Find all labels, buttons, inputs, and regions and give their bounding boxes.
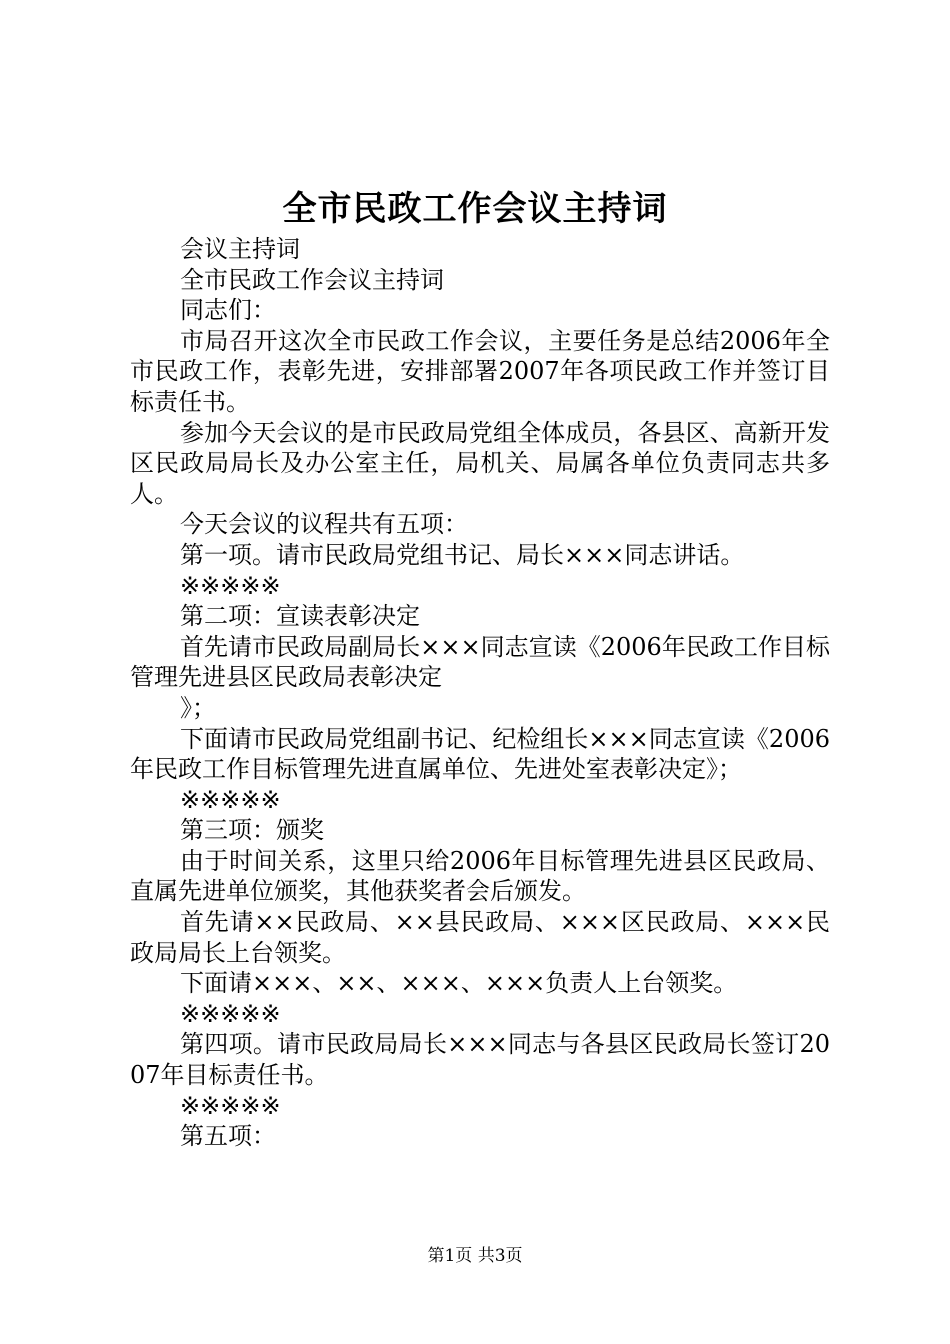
paragraph: 首先请××民政局、××县民政局、×××区民政局、×××民政局局长上台领奖。 xyxy=(130,908,830,967)
paragraph: 全市民政工作会议主持词 xyxy=(180,265,444,294)
page-number-footer: 第1页 共3页 xyxy=(427,1246,523,1266)
separator-marks: ※※※※※ xyxy=(180,571,281,600)
paragraph: 》； xyxy=(180,693,216,722)
paragraph: 第二项：宣读表彰决定 xyxy=(180,602,420,631)
paragraph: 参加今天会议的是市民政局党组全体成员，各县区、高新开发区民政局局长及办公室主任，局机关、局属各单位负责同志共多人。 xyxy=(130,418,830,508)
separator-marks: ※※※※※ xyxy=(180,1091,281,1120)
document-body xyxy=(130,234,830,1152)
separator-marks: ※※※※※ xyxy=(180,999,281,1028)
paragraph: 首先请市民政局副局长×××同志宣读《2006年民政工作目标管理先进县区民政局表彰决定 xyxy=(130,632,830,692)
paragraph: 第四项。请市民政局局长×××同志与各县区民政局长签订2007年目标责任书。 xyxy=(130,1030,830,1090)
paragraph: 第一项。请市民政局党组书记、局长×××同志讲话。 xyxy=(180,540,745,569)
paragraph: 下面请市民政局党组副书记、纪检组长×××同志宣读《2006年民政工作目标管理先进直属单位、先进处室表彰决定》； xyxy=(130,724,830,784)
paragraph: 第三项：颁奖 xyxy=(180,816,324,845)
paragraph: 市局召开这次全市民政工作会议，主要任务是总结2006年全市民政工作，表彰先进，安排部署2007年各项民政工作并签订目标责任书。 xyxy=(130,326,830,416)
paragraph: 由于时间关系，这里只给2006年目标管理先进县区民政局、直属先进单位颁奖，其他获奖者会后颁发。 xyxy=(130,846,830,906)
paragraph: 会议主持词 xyxy=(180,235,300,263)
paragraph: 第五项： xyxy=(180,1122,276,1151)
paragraph: 今天会议的议程共有五项： xyxy=(180,510,468,539)
paragraph: 同志们： xyxy=(180,296,276,325)
paragraph: 下面请×××、××、×××、×××负责人上台领奖。 xyxy=(180,969,738,998)
separator-marks: ※※※※※ xyxy=(180,785,281,814)
document-title: 全市民政工作会议主持词 xyxy=(282,189,668,229)
